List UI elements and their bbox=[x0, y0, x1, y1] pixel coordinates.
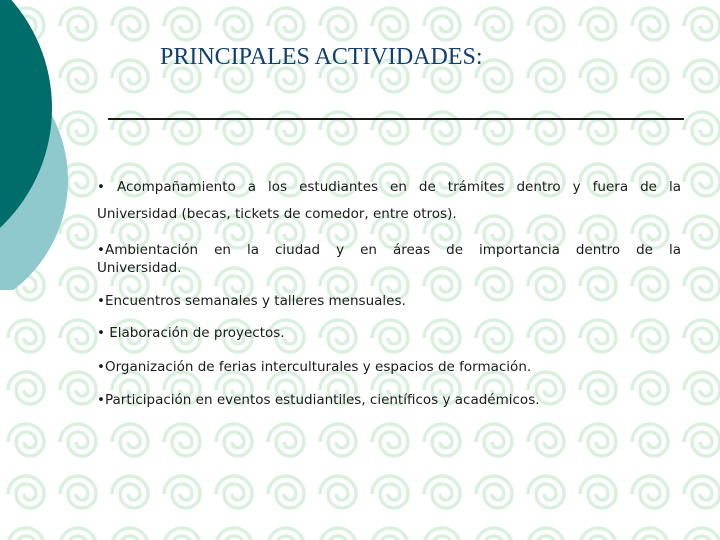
list-item-line: • Acompañamiento a los estudiantes en de trámites dentro y fuera de la bbox=[97, 179, 681, 195]
list-item-line: Universidad. bbox=[97, 260, 182, 276]
list-item: • Elaboración de proyectos. bbox=[97, 325, 285, 341]
list-item: •Participación en eventos estudiantiles, científicos y académicos. bbox=[97, 392, 540, 408]
side-decoration bbox=[0, 0, 80, 290]
list-item: •Encuentros semanales y talleres mensuales. bbox=[97, 293, 406, 309]
slide-title: PRINCIPALES ACTIVIDADES: bbox=[160, 44, 483, 70]
activities-list bbox=[97, 174, 681, 409]
list-item-line: Universidad (becas, tickets de comedor, entre otros). bbox=[97, 206, 457, 222]
list-item: •Organización de ferias interculturales y espacios de formación. bbox=[97, 359, 532, 375]
title-underline bbox=[108, 118, 684, 120]
list-item bbox=[97, 241, 681, 277]
list-item-line: •Ambientación en la ciudad y en áreas de importancia dentro de la bbox=[97, 242, 681, 258]
list-item bbox=[97, 174, 681, 228]
